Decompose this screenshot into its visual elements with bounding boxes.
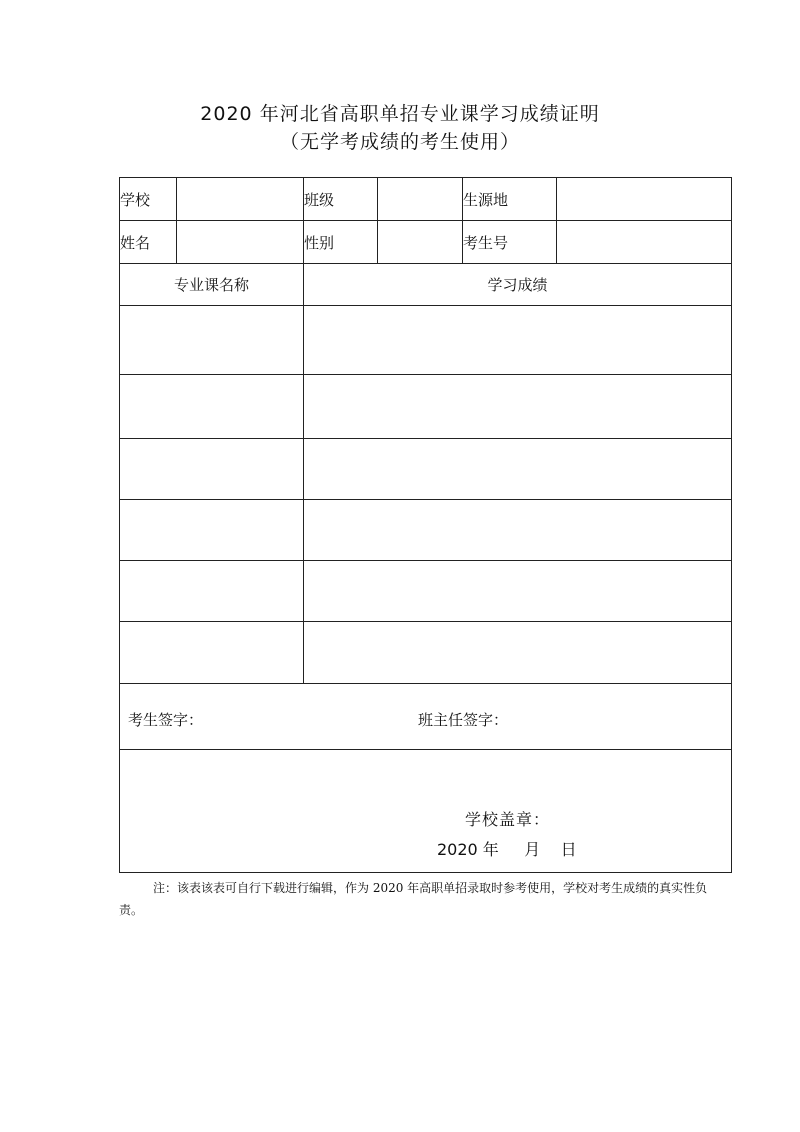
course-score-cell[interactable] bbox=[304, 561, 732, 622]
course-name-cell[interactable] bbox=[120, 375, 304, 439]
course-score-cell[interactable] bbox=[304, 622, 732, 684]
course-row bbox=[120, 622, 732, 684]
signature-cell[interactable] bbox=[120, 684, 732, 750]
score-header: 学习成绩 bbox=[304, 264, 732, 306]
info-row-2 bbox=[120, 221, 732, 264]
school-stamp-label: 学校盖章： bbox=[465, 810, 551, 829]
name-label: 姓名 bbox=[120, 221, 177, 264]
class-field[interactable] bbox=[378, 178, 463, 221]
school-field[interactable] bbox=[177, 178, 304, 221]
class-label: 班级 bbox=[304, 178, 378, 221]
course-row bbox=[120, 439, 732, 500]
exam-no-field[interactable] bbox=[557, 221, 732, 264]
course-header-row bbox=[120, 264, 732, 306]
course-score-cell[interactable] bbox=[304, 306, 732, 375]
origin-label: 生源地 bbox=[463, 178, 557, 221]
info-row-1 bbox=[120, 178, 732, 221]
certificate-form bbox=[119, 177, 732, 873]
gender-label: 性别 bbox=[304, 221, 378, 264]
stamp-date: 2020 年 月 日 bbox=[437, 840, 577, 859]
document-subtitle: （无学考成绩的考生使用） bbox=[279, 131, 520, 153]
gender-field[interactable] bbox=[378, 221, 463, 264]
course-score-cell[interactable] bbox=[304, 375, 732, 439]
course-name-cell[interactable] bbox=[120, 622, 304, 684]
course-name-cell[interactable] bbox=[120, 306, 304, 375]
course-score-cell[interactable] bbox=[304, 439, 732, 500]
exam-no-label: 考生号 bbox=[463, 221, 557, 264]
course-row bbox=[120, 306, 732, 375]
teacher-signature-label: 班主任签字： bbox=[418, 711, 509, 729]
origin-field[interactable] bbox=[557, 178, 732, 221]
stamp-row bbox=[120, 750, 732, 873]
school-label: 学校 bbox=[120, 178, 177, 221]
course-score-cell[interactable] bbox=[304, 500, 732, 561]
course-row bbox=[120, 561, 732, 622]
course-name-cell[interactable] bbox=[120, 500, 304, 561]
course-row bbox=[120, 375, 732, 439]
course-row bbox=[120, 500, 732, 561]
stamp-cell[interactable] bbox=[120, 750, 732, 873]
course-name-cell[interactable] bbox=[120, 561, 304, 622]
footnote: 注：该表该表可自行下载进行编辑，作为 2020 年高职单招录取时参考使用，学校对考生成绩的真实性负责。 bbox=[119, 881, 708, 917]
student-signature-label: 考生签字： bbox=[128, 711, 204, 729]
course-name-header: 专业课名称 bbox=[120, 264, 304, 306]
course-name-cell[interactable] bbox=[120, 439, 304, 500]
name-field[interactable] bbox=[177, 221, 304, 264]
signature-row bbox=[120, 684, 732, 750]
document-title: 2020 年河北省高职单招专业课学习成绩证明 bbox=[200, 103, 600, 125]
